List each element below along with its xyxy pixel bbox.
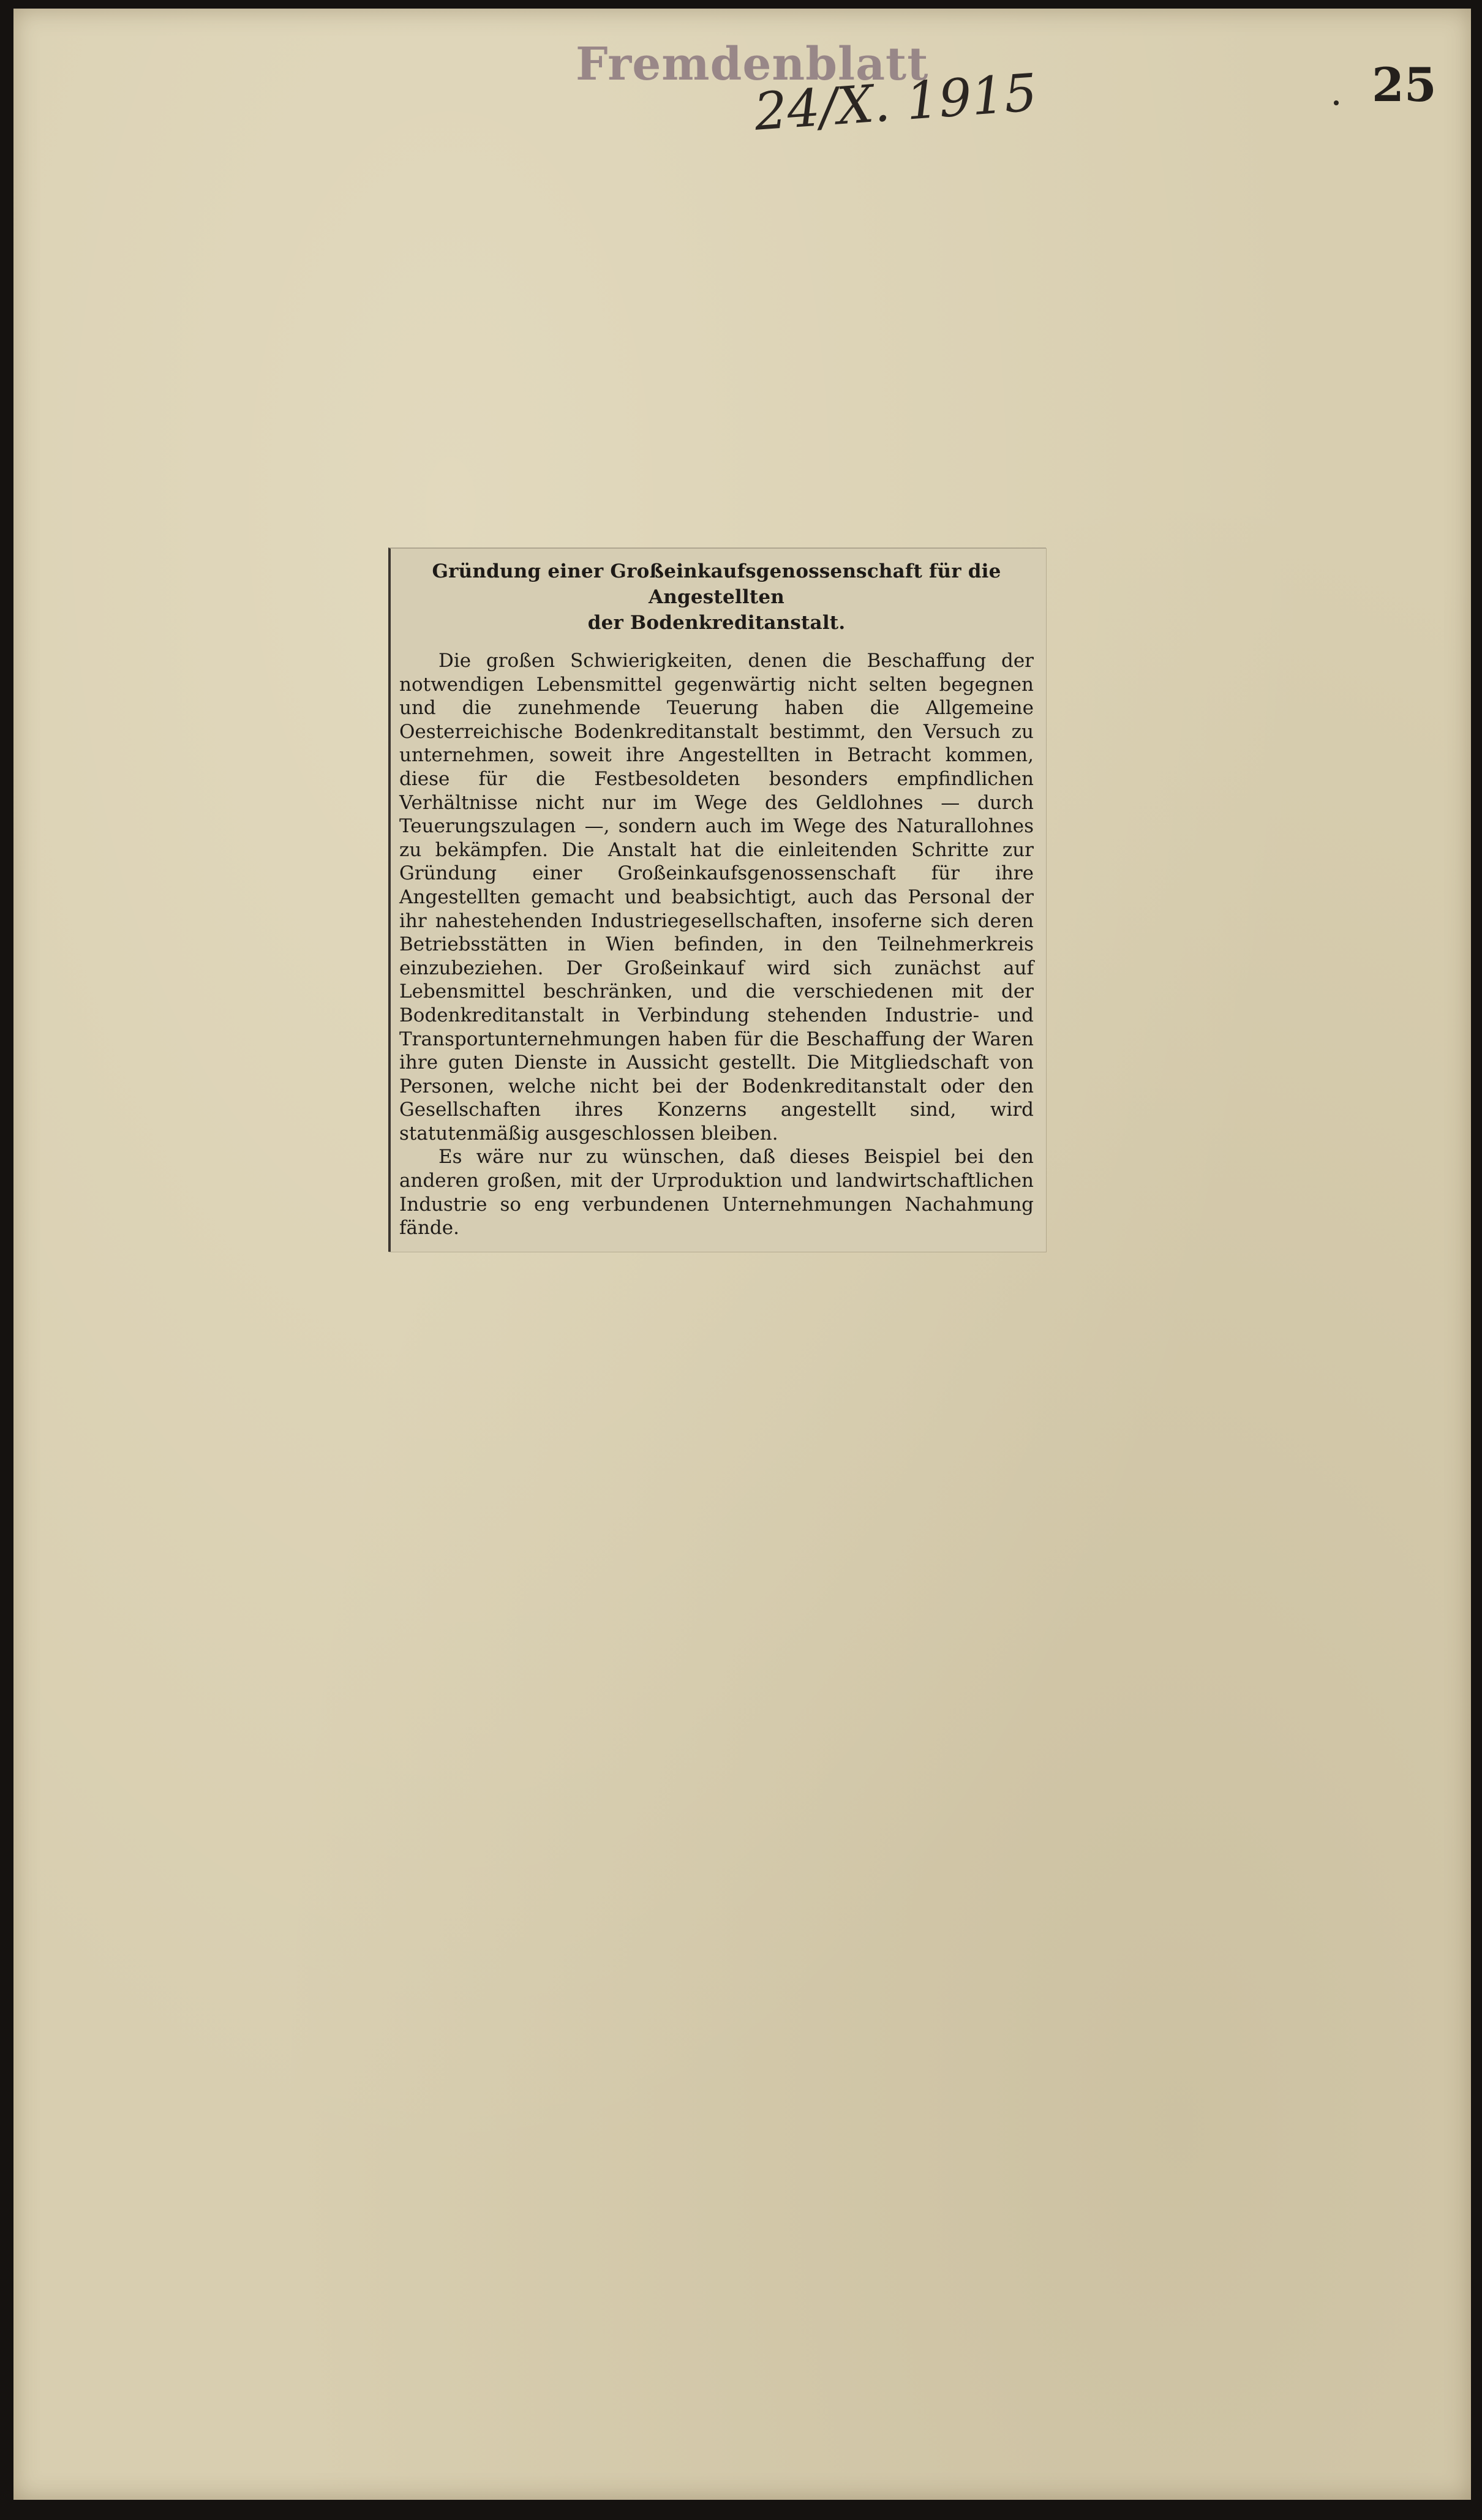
headline-line-2: der Bodenkreditanstalt. bbox=[587, 612, 846, 634]
folio-dot bbox=[1334, 100, 1339, 105]
headline-line-1: Gründung einer Großeinkaufsgenossenschaft für die Angestellten bbox=[432, 560, 1001, 608]
handwritten-date: 24/X. 1915 bbox=[752, 62, 1039, 142]
article-body bbox=[399, 649, 1034, 1240]
newspaper-clipping bbox=[388, 547, 1046, 1252]
article-paragraph-2: Es wäre nur zu wünschen, daß dieses Beispiel bei den anderen großen, mit der Urproduktion und landwirtschaftlichen Industrie so eng verbundenen Unternehmungen Nachahmung fände. bbox=[399, 1146, 1034, 1239]
archive-sheet bbox=[13, 9, 1471, 2500]
article-paragraph-1: Die großen Schwierigkeiten, denen die Beschaffung der notwendigen Lebensmittel gegenwärtig nicht selten begegnen und die zunehmende Teuerung haben die Allgemeine Oesterreichische Bodenkreditanstalt bestimmt, den Versuch zu unternehmen, soweit ihre Angestellten in Betracht kommen, diese für die Festbesoldeten besonders empfindlichen Verhältnisse nicht nur im Wege des Geldlohnes — durch Teuerungszulagen —, sondern auch im Wege des Naturallohnes zu bekämpfen. Die Anstalt hat die einleitenden Schritte zur Gründung einer Großeinkaufsgenossenschaft für ihre Angestellten gemacht und beabsichtigt, auch das Personal der ihr nahestehenden Industriegesellschaften, insoferne sich deren Betriebsstätten in Wien befinden, in den Teilnehmerkreis einzubeziehen. Der Großeinkauf wird sich zunächst auf Lebensmittel beschränken, und die verschiedenen mit der Bodenkreditanstalt in Verbindung stehenden Industrie- und Transportunternehmungen haben für die Beschaffung der Waren ihre guten Dienste in Aussicht gestellt. Die Mitgliedschaft von Personen, welche nicht bei der Bodenkreditanstalt oder den Gesellschaften ihres Konzerns angestellt sind, wird statutenmäßig ausgeschlossen bleiben. bbox=[399, 650, 1034, 1145]
clipping-headline bbox=[399, 559, 1034, 636]
folio-number: 25 bbox=[1372, 58, 1437, 112]
newspaper-stamp: Fremdenblatt bbox=[576, 38, 929, 91]
